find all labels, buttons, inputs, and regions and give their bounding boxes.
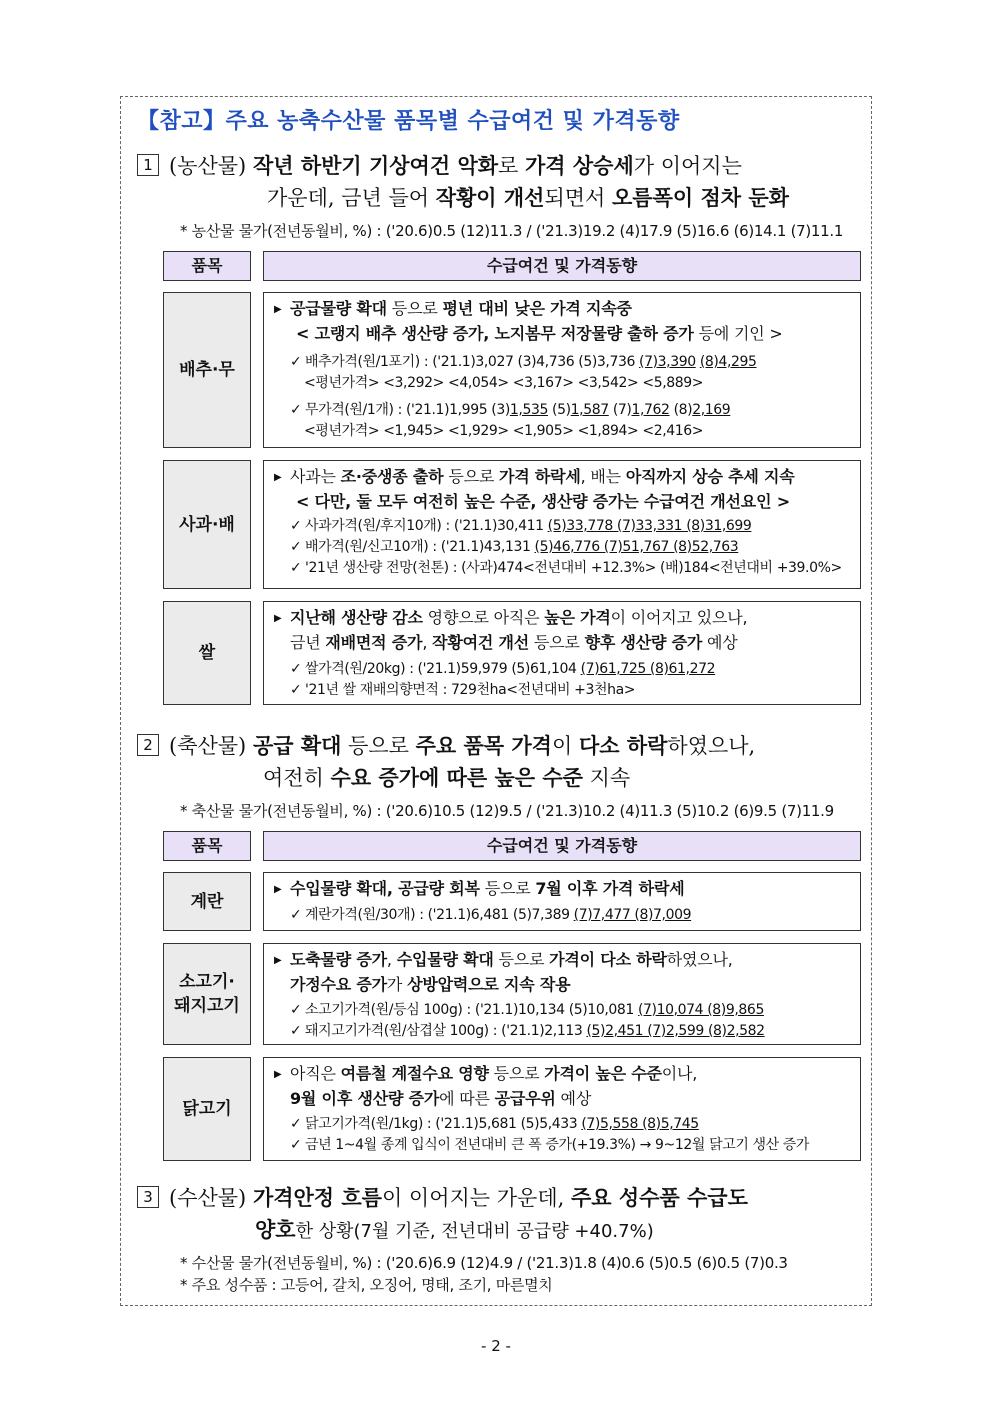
column-header-item: 품목 — [163, 251, 251, 281]
section-agri-heading: 1 (농산물) 작년 하반기 기상여건 악화로 가격 상승세가 이어지는 가운데, 금년 들어 작황이 개선되면서 오름폭이 점차 둔화 — [137, 150, 789, 214]
livestock-price-note: * 축산물 물가(전년동월비, %) : ('20.6)10.5 (12)9.5 / ('21.3)10.2 (4)11.3 (5)10.2 (6)9.5 (7)11.9 — [180, 802, 834, 820]
section-number: 2 — [137, 734, 159, 756]
page-number: - 2 - — [481, 1337, 511, 1355]
egg-detail: ▶ 수입물량 확대, 공급량 회복 등으로 7월 이후 가격 하락세 ✓ 계란가격(원/30개) : ('21.1)6,481 (5)7,389 (7)7,477 (8)7,009 — [263, 872, 861, 931]
rice-detail: ▶ 지난해 생산량 감소 영향으로 아직은 높은 가격이 이어지고 있으나, 금년 재배면적 증가, 작황여건 개선 등으로 향후 생산량 증가 예상 ✓ 쌀가격(원/20kg) : ('21.1)59,979 (5)61,104 (7)61,725 (8)61,272 ✓ '21년 쌀 재배의향면적 : 729천ha<전년대비 +3천ha> — [263, 601, 861, 705]
item-egg: 계란 — [163, 872, 251, 931]
column-header-condition: 수급여건 및 가격동향 — [263, 251, 861, 281]
apple-pear-detail: ▶ 사과는 조·중생종 출하 등으로 가격 하락세, 배는 아직까지 상승 추세 지속 < 다만, 둘 모두 여전히 높은 수준, 생산량 증가는 수급여건 개선요인 > ✓ 사과가격(원/후지10개) : ('21.1)30,411 (5)33,778 (7)33,331 (8)31,699 ✓ 배가격(원/신고10개) : ('21.1)43,131 (5)46,776 (7)51,767 (8)52,763 ✓ '21년 생산량 전망(천톤) : (사과)474<전년대비 +12.3%> (배)184<전년대비 +39.0%> — [263, 460, 861, 589]
fishery-items-note: * 주요 성수품 : 고등어, 갈치, 오징어, 명태, 조기, 마른멸치 — [180, 1276, 553, 1294]
agri-price-note: * 농산물 물가(전년동월비, %) : ('20.6)0.5 (12)11.3 / ('21.3)19.2 (4)17.9 (5)16.6 (6)14.1 (7)11.1 — [180, 222, 844, 240]
fishery-price-note: * 수산물 물가(전년동월비, %) : ('20.6)6.9 (12)4.9 / ('21.3)1.8 (4)0.6 (5)0.5 (6)0.5 (7)0.3 — [180, 1254, 788, 1272]
cabbage-detail: ▶ 공급물량 확대 등으로 평년 대비 낮은 가격 지속중 < 고랭지 배추 생산량 증가, 노지봄무 저장물량 출하 증가 등에 기인 > ✓ 배추가격(원/1포기) : ('21.1)3,027 (3)4,736 (5)3,736 (7)3,390 (8)4,295 <평년가격> <3,292> <4,054> <3,167> <3,542> <5,889> ✓ 무가격(원/1개) : ('21.1)1,995 (3)1,535 (5)1,587 (7)1,762 (8)2,169 <평년가격> <1,945> <1,929> <1,905> <1,894> <2,416> — [263, 292, 861, 448]
item-apple-pear: 사과·배 — [163, 460, 251, 589]
item-chicken: 닭고기 — [163, 1057, 251, 1161]
item-rice: 쌀 — [163, 601, 251, 705]
item-beef-pork: 소고기· 돼지고기 — [163, 943, 251, 1045]
item-cabbage: 배추·무 — [163, 292, 251, 448]
section-livestock-heading: 2 (축산물) 공급 확대 등으로 주요 품목 가격이 다소 하락하였으나, 여전히 수요 증가에 따른 높은 수준 지속 — [137, 730, 755, 794]
beef-pork-detail: ▶ 도축물량 증가, 수입물량 확대 등으로 가격이 다소 하락하였으나, 가정수요 증가가 상방압력으로 지속 작용 ✓ 소고기가격(원/등심 100g) : ('21.1)10,134 (5)10,081 (7)10,074 (8)9,865 ✓ 돼지고기가격(원/삼겹살 100g) : ('21.1)2,113 (5)2,451 (7)2,599 (8)2,582 — [263, 943, 861, 1045]
section-number: 3 — [137, 1186, 159, 1208]
page-title: 【참고】주요 농축수산물 품목별 수급여건 및 가격동향 — [137, 109, 680, 134]
chicken-detail: ▶ 아직은 여름철 계절수요 영향 등으로 가격이 높은 수준이나, 9월 이후 생산량 증가에 따른 공급우위 예상 ✓ 닭고기가격(원/1kg) : ('21.1)5,681 (5)5,433 (7)5,558 (8)5,745 ✓ 금년 1~4월 종계 입식이 전년대비 큰 폭 증가(+19.3%) → 9~12월 닭고기 생산 증가 — [263, 1057, 861, 1161]
column-header-condition: 수급여건 및 가격동향 — [263, 831, 861, 861]
section-number: 1 — [137, 154, 159, 176]
column-header-item: 품목 — [163, 831, 251, 861]
section-fishery-heading: 3 (수산물) 가격안정 흐름이 이어지는 가운데, 주요 성수품 수급도 양호한 상황(7월 기준, 전년대비 공급량 +40.7%) — [137, 1182, 748, 1248]
